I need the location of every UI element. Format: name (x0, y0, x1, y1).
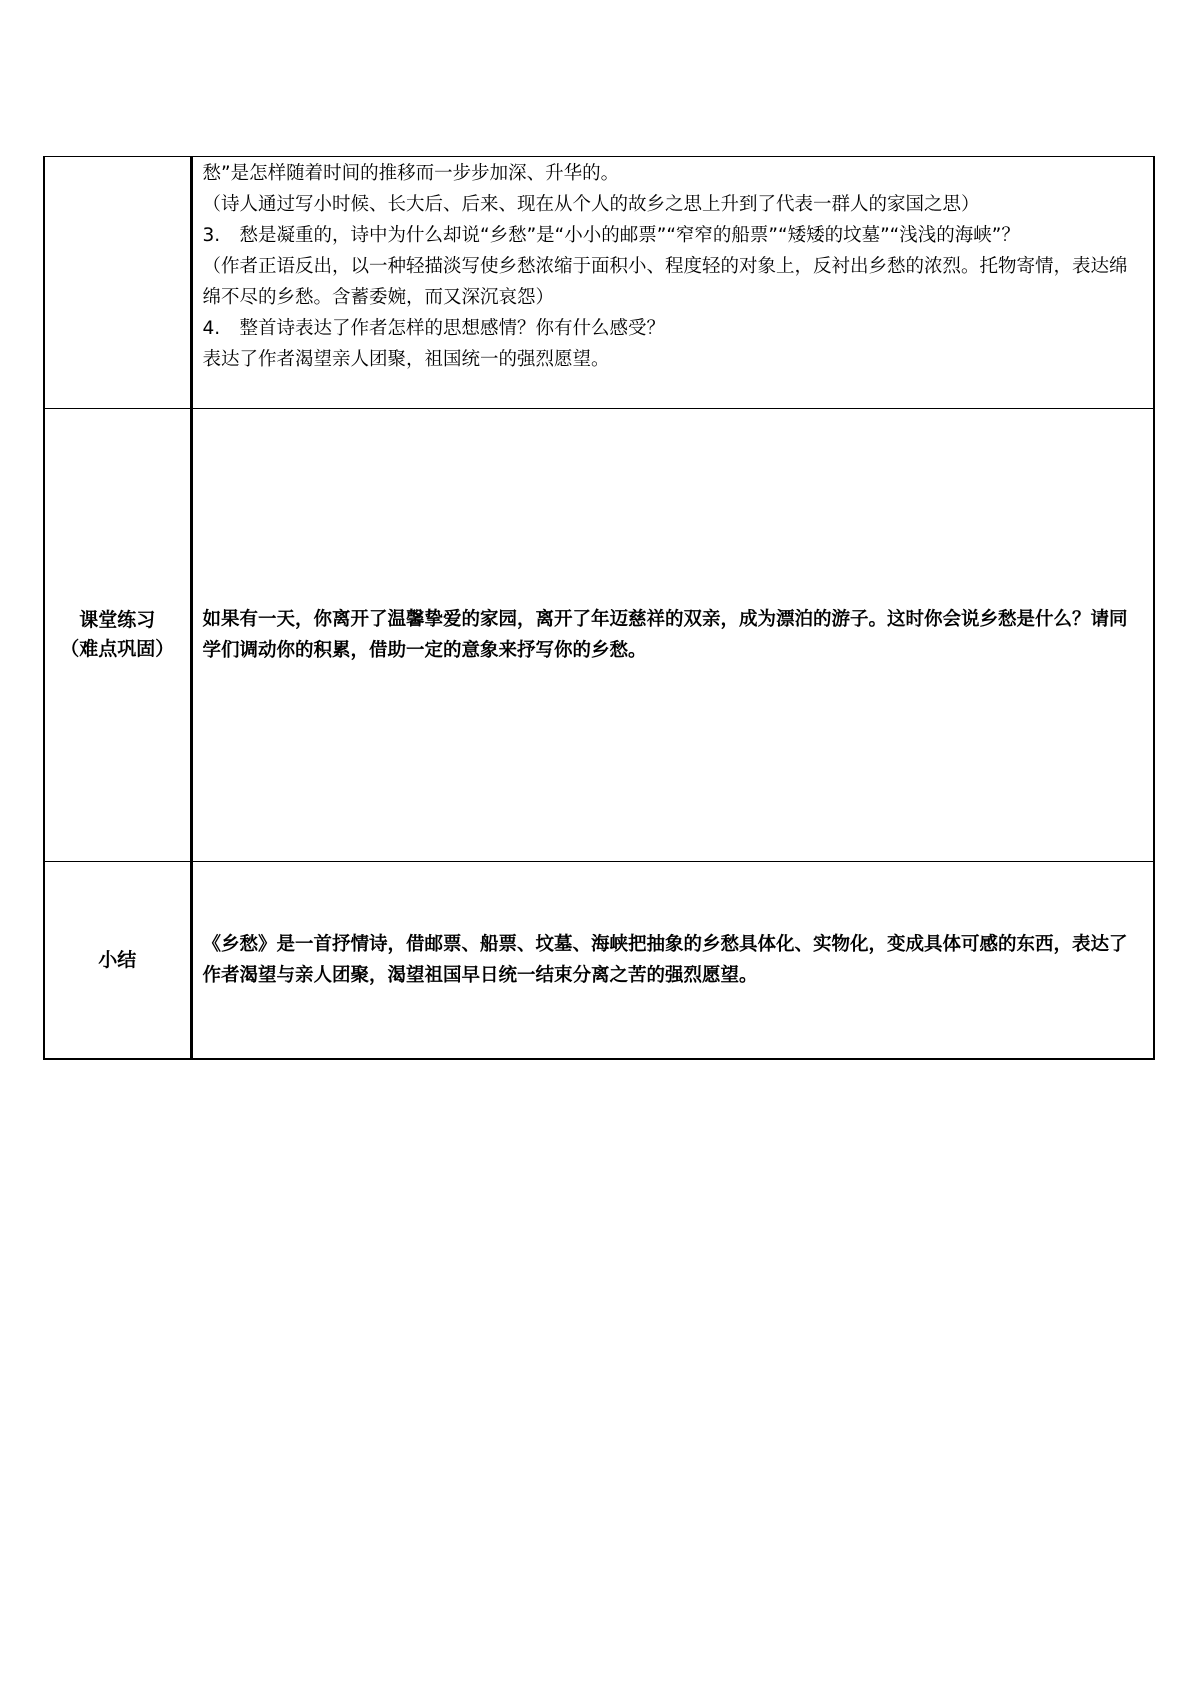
practice-text: 如果有一天，你离开了温馨挚爱的家园，离开了年迈慈祥的双亲，成为漂泊的游子。这时你会说乡愁是什么？请同学们调动你的积累，借助一定的意象来抒写你的乡愁。 (202, 609, 1128, 661)
analysis-label-cell (44, 157, 191, 409)
answer-4: 表达了作者渴望亲人团聚，祖国统一的强烈愿望。 (202, 349, 610, 370)
question-4 (203, 313, 1144, 344)
analysis-row (44, 157, 1154, 409)
summary-text: 《乡愁》是一首抒情诗，借邮票、船票、坟墓、海峡把抽象的乡愁具体化、实物化，变成具体可感的东西，表达了作者渴望与亲人团聚，渴望祖国早日统一结束分离之苦的强烈愿望。 (202, 934, 1128, 986)
summary-row (44, 862, 1154, 1060)
summary-label-cell (44, 862, 191, 1060)
practice-label-cell (44, 409, 191, 862)
analysis-content-cell (191, 157, 1154, 409)
question-2-continuation: 愁”是怎样随着时间的推移而一步步加深、升华的。 (202, 163, 620, 184)
question-4-text: 整首诗表达了作者怎样的思想感情？你有什么感受？ (239, 318, 666, 339)
question-4-number: 4. (202, 318, 221, 339)
summary-content-cell (191, 862, 1154, 1060)
answer-2: （诗人通过写小时候、长大后、后来、现在从个人的故乡之思上升到了代表一群人的家国之思） (202, 194, 980, 215)
practice-label: 课堂练习 (79, 609, 156, 631)
question-3 (203, 220, 1144, 251)
question-3-text: 愁是凝重的，诗中为什么却说“乡愁”是“小小的邮票”“窄窄的船票”“矮矮的坟墓”“浅浅的海峡”？ (239, 225, 1020, 246)
practice-content-cell (191, 409, 1154, 862)
lesson-plan-table (43, 156, 1155, 1060)
practice-row (44, 409, 1154, 862)
answer-3: （作者正语反出，以一种轻描淡写使乡愁浓缩于面积小、程度轻的对象上，反衬出乡愁的浓烈。托物寄情，表达绵绵不尽的乡愁。含蓄委婉，而又深沉哀怨） (202, 256, 1128, 308)
summary-label: 小结 (98, 948, 137, 971)
question-3-number: 3. (202, 225, 221, 246)
practice-sublabel: （难点巩固） (60, 638, 175, 660)
